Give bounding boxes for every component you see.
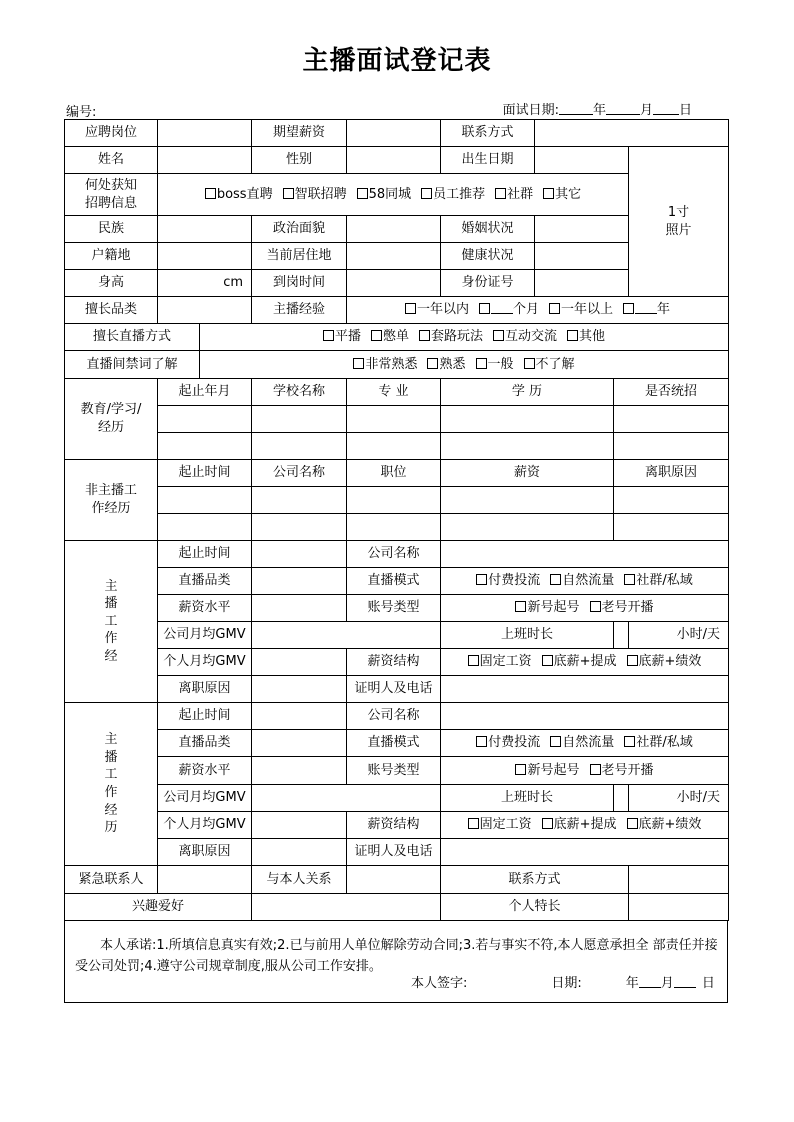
non-anchor-cell[interactable] [440,513,614,541]
serial-number-label: 编号: [66,105,97,120]
live-style-option-1[interactable]: 憋单 [371,328,409,346]
source-option-2[interactable]: 58同城 [357,186,412,204]
anchor1-company-field[interactable] [440,540,729,568]
specialty-field[interactable] [628,893,729,921]
banned-words-option-2[interactable]: 一般 [476,356,514,374]
checkbox-icon[interactable] [476,574,487,585]
checkbox-icon[interactable] [542,818,553,829]
live-style-options [199,323,729,351]
emergency-phone-field[interactable] [628,865,729,894]
relationship-field[interactable] [346,865,441,894]
anchor1-monthly-gmv-label: 公司月均GMV [157,621,252,649]
anchor2-account-type-options [440,756,729,785]
anchor2-work-hours-field[interactable]: 小时/天 [628,784,729,812]
checkbox-icon[interactable] [421,188,432,199]
education-cell[interactable] [251,405,347,433]
checkbox-icon[interactable] [419,330,430,341]
anchor1-account-type-option-0[interactable]: 新号起号 [515,599,579,617]
anchor2-mode-option-0[interactable]: 付费投流 [476,734,540,752]
anchor1-monthly-gmv-field[interactable] [251,621,441,649]
contact-field[interactable] [534,119,729,147]
anchor1-salary-structure-label: 薪资结构 [346,648,441,676]
anchor1-reference-label: 证明人及电话 [346,675,441,703]
checkbox-icon[interactable] [550,574,561,585]
anchor1-work-hours-label: 上班时长 [440,621,614,649]
hobbies-field[interactable] [251,893,441,921]
birth-date-label: 出生日期 [440,146,535,174]
signature-row [411,972,715,991]
anchor2-monthly-gmv-label: 公司月均GMV [157,784,252,812]
height-field[interactable]: cm [157,269,252,297]
checkbox-icon[interactable] [590,764,601,775]
anchor1-salary-structure-option-1[interactable]: 底薪+提成 [542,653,617,671]
education-cell[interactable] [157,432,252,460]
name-label: 姓名 [64,146,158,174]
expected-salary-field[interactable] [346,119,441,147]
health-label: 健康状况 [440,242,535,270]
anchor2-salary-structure-options [440,811,729,839]
banned-words-option-0[interactable]: 非常熟悉 [353,356,417,374]
anchor1-salary-structure-option-0[interactable]: 固定工资 [468,653,532,671]
anchor1-salary-structure-options [440,648,729,676]
education-cell[interactable] [346,432,441,460]
pledge-text: 本人承诺:1.所填信息真实有效;2.已与前用人单位解除劳动合同;3.若与事实不符,本人愿意承担全 部责任并接受公司处罚;4.遵守公司规章制度,服从公司工作安排。 [75,938,718,974]
education-header-4: 是否统招 [613,378,729,406]
expected-salary-label: 期望薪资 [251,119,347,147]
anchor2-period-field[interactable] [251,702,347,730]
anchor1-account-type-option-1[interactable]: 老号开播 [590,599,654,617]
education-header-1: 学校名称 [251,378,347,406]
exp-within-year-option[interactable]: 一年以内 [405,301,469,319]
political-status-field[interactable] [346,215,441,243]
health-field[interactable] [534,242,629,270]
anchor2-salary-structure-option-2[interactable]: 底薪+绩效 [627,816,702,834]
name-field[interactable] [157,146,252,174]
anchor2-personal-gmv-label: 个人月均GMV [157,811,252,839]
education-cell[interactable] [157,405,252,433]
sign-month-blank[interactable] [639,975,661,988]
anchor1-mode-option-2[interactable]: 社群/私域 [624,572,692,590]
checkbox-icon[interactable] [549,303,560,314]
anchor1-company-label: 公司名称 [346,540,441,568]
applied-position-label: 应聘岗位 [64,119,158,147]
anchor1-account-type-label: 账号类型 [346,594,441,622]
pledge-section [64,920,728,1003]
hobbies-label: 兴趣爱好 [64,893,252,921]
checkbox-icon[interactable] [468,655,479,666]
photo-box[interactable]: 1寸 照片 [628,146,729,297]
household-field[interactable] [157,242,252,270]
source-label: 何处获知 招聘信息 [64,173,158,216]
specialty-label: 个人特长 [440,893,629,921]
height-label: 身高 [64,269,158,297]
checkbox-icon[interactable] [623,303,634,314]
anchor2-work-hours-label: 上班时长 [440,784,614,812]
anchor2-salary-structure-option-1[interactable]: 底薪+提成 [542,816,617,834]
source-option-4[interactable]: 社群 [495,186,533,204]
applied-position-field[interactable] [157,119,252,147]
day-blank[interactable] [653,102,679,115]
exp-month-option[interactable]: 个月 [479,301,539,319]
checkbox-icon[interactable] [468,818,479,829]
banned-words-label: 直播间禁词了解 [64,350,200,379]
experience-options [346,296,729,324]
interview-date-label: 面试日期: [502,103,559,118]
emergency-phone-label: 联系方式 [440,865,629,894]
checkbox-icon[interactable] [493,330,504,341]
anchor2-salary-structure-label: 薪资结构 [346,811,441,839]
education-cell[interactable] [613,405,729,433]
anchor1-leave-reason-field[interactable] [251,675,347,703]
anchor2-reference-label: 证明人及电话 [346,838,441,866]
emergency-contact-label: 紧急联系人 [64,865,158,894]
relationship-label: 与本人关系 [251,865,347,894]
source-option-3[interactable]: 员工推荐 [421,186,485,204]
anchor2-salary-level-label: 薪资水平 [157,756,252,785]
non-anchor-header-1: 公司名称 [251,459,347,487]
anchor2-category-label: 直播品类 [157,729,252,757]
anchor1-mode-option-1[interactable]: 自然流量 [550,572,614,590]
anchor1-account-type-options [440,594,729,622]
anchor1-personal-gmv-field[interactable] [251,648,347,676]
non-anchor-cell[interactable] [157,513,252,541]
non-anchor-header-3: 薪资 [440,459,614,487]
source-option-5[interactable]: 其它 [543,186,581,204]
checkbox-icon[interactable] [353,358,364,369]
banned-words-option-3[interactable]: 不了解 [524,356,575,374]
emergency-contact-field[interactable] [157,865,252,894]
anchor2-personal-gmv-field[interactable] [251,811,347,839]
source-option-1[interactable]: 智联招聘 [283,186,347,204]
checkbox-icon[interactable] [627,818,638,829]
non-anchor-header-4: 离职原因 [613,459,729,487]
source-option-0[interactable]: boss直聘 [205,186,273,204]
anchor2-salary-level-field[interactable] [251,756,347,785]
banned-words-options [199,350,729,379]
arrival-time-field[interactable] [346,269,441,297]
anchor2-company-field[interactable] [440,702,729,730]
anchor2-mode-option-2[interactable]: 社群/私域 [624,734,692,752]
year-blank[interactable] [559,102,593,115]
checkbox-icon[interactable] [627,655,638,666]
anchor2-reference-field[interactable] [440,838,729,866]
anchor1-category-label: 直播品类 [157,567,252,595]
checkbox-icon[interactable] [624,736,635,747]
sign-day-blank[interactable] [674,975,696,988]
interview-date [503,99,692,118]
anchor1-personal-gmv-label: 个人月均GMV [157,648,252,676]
anchor2-salary-structure-option-0[interactable]: 固定工资 [468,816,532,834]
anchor2-leave-reason-field[interactable] [251,838,347,866]
checkbox-icon[interactable] [476,358,487,369]
anchor2-label: 主 播 工 作 经 历 [64,702,158,866]
checkbox-icon[interactable] [479,303,490,314]
residence-field[interactable] [346,242,441,270]
marital-status-field[interactable] [534,215,629,243]
checkbox-icon[interactable] [524,358,535,369]
checkbox-icon[interactable] [357,188,368,199]
anchor2-category-field[interactable] [251,729,347,757]
gender-field[interactable] [346,146,441,174]
non-anchor-cell[interactable] [251,513,347,541]
month-label: 月 [639,103,653,118]
live-style-option-4[interactable]: 其他 [567,328,605,346]
non-anchor-cell[interactable] [157,486,252,514]
non-anchor-header-2: 职位 [346,459,441,487]
checkbox-icon[interactable] [323,330,334,341]
non-anchor-cell[interactable] [613,486,729,514]
education-cell[interactable] [440,405,614,433]
sign-year-label: 年 [625,976,639,991]
live-style-option-2[interactable]: 套路玩法 [419,328,483,346]
day-label: 日 [678,103,692,118]
anchor2-mode-option-1[interactable]: 自然流量 [550,734,614,752]
anchor1-category-field[interactable] [251,567,347,595]
checkbox-icon[interactable] [476,736,487,747]
anchor2-account-type-option-0[interactable]: 新号起号 [515,762,579,780]
live-style-label: 擅长直播方式 [64,323,200,351]
non-anchor-cell[interactable] [440,486,614,514]
residence-label: 当前居住地 [251,242,347,270]
anchor2-mode-label: 直播模式 [346,729,441,757]
contact-label: 联系方式 [440,119,535,147]
checkbox-icon[interactable] [542,655,553,666]
education-header-0: 起止年月 [157,378,252,406]
sign-date-label: 日期: [551,976,582,991]
anchor1-reference-field[interactable] [440,675,729,703]
year-label: 年 [592,103,606,118]
non-anchor-cell[interactable] [251,486,347,514]
exp-over-year-option[interactable]: 一年以上 [549,301,613,319]
month-blank[interactable] [606,102,640,115]
ethnicity-label: 民族 [64,215,158,243]
education-cell[interactable] [440,432,614,460]
arrival-time-label: 到岗时间 [251,269,347,297]
anchor1-mode-options [440,567,729,595]
sign-day-label: 日 [701,976,715,991]
category-label: 擅长品类 [64,296,158,324]
non-anchor-cell[interactable] [346,513,441,541]
checkbox-icon[interactable] [567,330,578,341]
checkbox-icon[interactable] [405,303,416,314]
anchor1-salary-level-label: 薪资水平 [157,594,252,622]
id-number-field[interactable] [534,269,629,297]
checkbox-icon[interactable] [427,358,438,369]
live-style-option-0[interactable]: 平播 [323,328,361,346]
anchor2-mode-options [440,729,729,757]
experience-label: 主播经验 [251,296,347,324]
gender-label: 性别 [251,146,347,174]
anchor1-salary-structure-option-2[interactable]: 底薪+绩效 [627,653,702,671]
education-cell[interactable] [251,432,347,460]
anchor1-period-label: 起止时间 [157,540,252,568]
political-status-label: 政治面貌 [251,215,347,243]
education-cell[interactable] [346,405,441,433]
checkbox-icon[interactable] [624,574,635,585]
birth-date-field[interactable] [534,146,629,174]
education-cell[interactable] [613,432,729,460]
checkbox-icon[interactable] [550,736,561,747]
non-anchor-cell[interactable] [346,486,441,514]
checkbox-icon[interactable] [283,188,294,199]
anchor2-period-label: 起止时间 [157,702,252,730]
ethnicity-field[interactable] [157,215,252,243]
checkbox-icon[interactable] [205,188,216,199]
source-options [157,173,629,216]
anchor1-work-hours-field[interactable]: 小时/天 [628,621,729,649]
education-header-3: 学 历 [440,378,614,406]
checkbox-icon[interactable] [543,188,554,199]
id-number-label: 身份证号 [440,269,535,297]
banned-words-option-1[interactable]: 熟悉 [427,356,465,374]
anchor1-leave-reason-label: 离职原因 [157,675,252,703]
education-header-2: 专 业 [346,378,441,406]
anchor2-company-label: 公司名称 [346,702,441,730]
anchor2-account-type-label: 账号类型 [346,756,441,785]
category-field[interactable] [157,296,252,324]
household-label: 户籍地 [64,242,158,270]
anchor2-account-type-option-1[interactable]: 老号开播 [590,762,654,780]
anchor1-period-field[interactable] [251,540,347,568]
non-anchor-cell[interactable] [613,513,729,541]
checkbox-icon[interactable] [515,601,526,612]
marital-status-label: 婚姻状况 [440,215,535,243]
education-label: 教育/学习/ 经历 [64,378,158,460]
exp-year-option[interactable]: 年 [623,301,670,319]
anchor1-salary-level-field[interactable] [251,594,347,622]
sign-month-label: 月 [660,976,674,991]
checkbox-icon[interactable] [371,330,382,341]
non-anchor-label: 非主播工 作经历 [64,459,158,541]
signature-label: 本人签字: [411,976,468,991]
live-style-option-3[interactable]: 互动交流 [493,328,557,346]
checkbox-icon[interactable] [495,188,506,199]
checkbox-icon[interactable] [590,601,601,612]
anchor1-label: 主 播 工 作 经 [64,540,158,703]
anchor1-mode-label: 直播模式 [346,567,441,595]
checkbox-icon[interactable] [515,764,526,775]
anchor2-monthly-gmv-field[interactable] [251,784,441,812]
page-title: 主播面试登记表 [302,46,492,76]
anchor2-leave-reason-label: 离职原因 [157,838,252,866]
non-anchor-header-0: 起止时间 [157,459,252,487]
anchor1-mode-option-0[interactable]: 付费投流 [476,572,540,590]
